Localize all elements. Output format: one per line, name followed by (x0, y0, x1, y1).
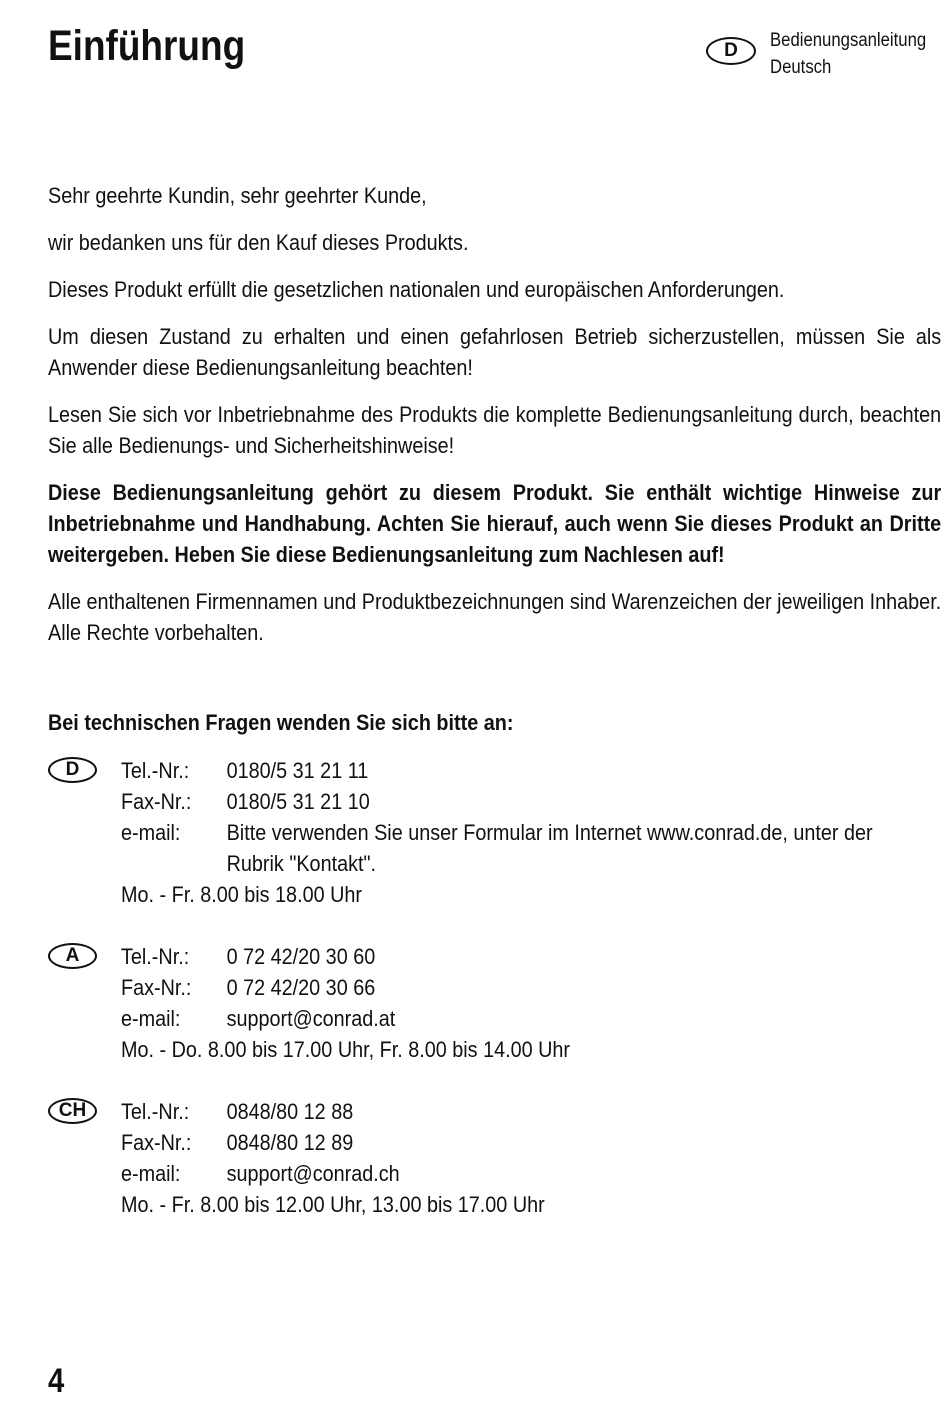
fax-label: Fax-Nr.: (121, 975, 192, 1000)
important-notice-paragraph: Diese Bedienungsanleitung gehört zu diesem Produkt. Sie enthält wichtige Hinweise zur Inbetriebnahme und Handhabung. Achten Sie hierauf, auch wenn Sie dieses Produkt an Dritte weitergeben. Heben Sie diese Bedienungsanleitung zum Nachlesen auf! (48, 480, 942, 567)
tel-value: 0 72 42/20 30 60 (226, 944, 376, 969)
trademark-paragraph: Alle enthaltenen Firmennamen und Produktbezeichnungen sind Warenzeichen der jeweiligen Inhaber. Alle Rechte vorbehalten. (48, 589, 942, 645)
country-badge-ch: CH (48, 1098, 97, 1124)
email-row (121, 1158, 950, 1189)
email-row (121, 817, 950, 848)
contact-austria-rows (121, 941, 950, 1065)
fax-label: Fax-Nr.: (121, 789, 192, 814)
tel-row (121, 1096, 950, 1127)
header-meta-manual: Bedienungsanleitung (770, 30, 927, 51)
fax-label: Fax-Nr.: (121, 1130, 192, 1155)
email-row (121, 1003, 950, 1034)
office-hours: Mo. - Fr. 8.00 bis 18.00 Uhr (121, 882, 363, 907)
tel-label: Tel.-Nr.: (121, 1099, 190, 1124)
salutation: Sehr geehrte Kundin, sehr geehrter Kunde, (48, 183, 427, 208)
fax-value: 0848/80 12 89 (226, 1130, 354, 1155)
fax-row (121, 1127, 950, 1158)
fax-row (121, 786, 950, 817)
safety-paragraph: Um diesen Zustand zu erhalten und einen gefahrlosen Betrieb sicherzustellen, müssen Sie als Anwender diese Bedienungsanleitung beachten! (48, 324, 942, 380)
thanks-paragraph: wir bedanken uns für den Kauf dieses Produkts. (48, 230, 469, 255)
email-value[interactable]: support@conrad.at (226, 1006, 396, 1031)
office-hours: Mo. - Do. 8.00 bis 17.00 Uhr, Fr. 8.00 bis 14.00 Uhr (121, 1037, 571, 1062)
tel-label: Tel.-Nr.: (121, 758, 190, 783)
office-hours: Mo. - Fr. 8.00 bis 12.00 Uhr, 13.00 bis 17.00 Uhr (121, 1192, 545, 1217)
page-number: 4 (48, 1362, 65, 1400)
intro-section (48, 180, 941, 664)
email-row-continued (121, 848, 950, 879)
fax-value: 0180/5 31 21 10 (226, 789, 370, 814)
contact-switzerland-rows (121, 1096, 950, 1220)
tel-value: 0848/80 12 88 (226, 1099, 354, 1124)
email-value: Bitte verwenden Sie unser Formular im Internet www.conrad.de, unter der (226, 820, 873, 845)
email-label: e-mail: (121, 1161, 181, 1186)
fax-row (121, 972, 950, 1003)
email-value-continued: Rubrik "Kontakt". (226, 851, 377, 876)
fax-value: 0 72 42/20 30 66 (226, 975, 376, 1000)
contact-germany-rows (121, 755, 950, 910)
tel-value: 0180/5 31 21 11 (226, 758, 369, 783)
email-value[interactable]: support@conrad.ch (226, 1161, 400, 1186)
email-label: e-mail: (121, 820, 181, 845)
tel-label: Tel.-Nr.: (121, 944, 190, 969)
contact-heading: Bei technischen Fragen wenden Sie sich bitte an: (48, 710, 514, 735)
country-badge-de: D (48, 757, 97, 783)
read-manual-paragraph: Lesen Sie sich vor Inbetriebnahme des Produkts die komplette Bedienungsanleitung durch, beachten Sie alle Bedienungs- und Sicherheitshinweise! (48, 402, 942, 458)
compliance-paragraph: Dieses Produkt erfüllt die gesetzlichen nationalen und europäischen Anforderungen. (48, 277, 785, 302)
page-title: Einführung (48, 22, 246, 70)
language-badge-de: D (706, 37, 756, 65)
tel-row (121, 941, 950, 972)
header-meta-language: Deutsch (770, 57, 832, 78)
tel-row (121, 755, 950, 786)
country-badge-at: A (48, 943, 97, 969)
header-meta (770, 27, 926, 81)
email-label: e-mail: (121, 1006, 181, 1031)
